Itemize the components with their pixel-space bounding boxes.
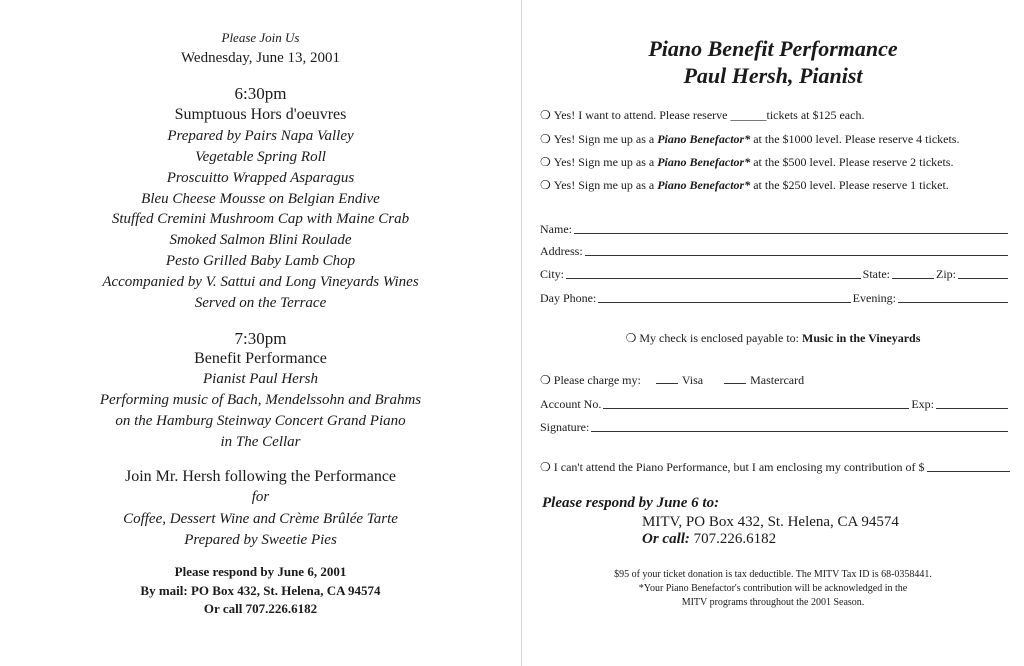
radio-circle-icon[interactable]: ❍ — [540, 373, 551, 387]
performance-line: in The Cellar — [220, 434, 301, 450]
menu-item: Smoked Salmon Blini Roulade — [169, 232, 352, 248]
invite-line: Please Join Us — [221, 30, 300, 45]
menu-item: Proscuitto Wrapped Asparagus — [166, 170, 355, 186]
charge-option[interactable]: ❍ Please charge my: Visa Mastercard — [540, 373, 805, 387]
state-input[interactable] — [892, 278, 934, 279]
day-phone-input[interactable] — [598, 302, 850, 303]
radio-circle-icon[interactable]: ❍ — [540, 460, 551, 474]
call-line: Or call: 707.226.6182 — [642, 531, 777, 547]
mastercard-blank[interactable] — [724, 383, 746, 384]
join-heading: Join Mr. Hersh following the Performance — [124, 468, 397, 485]
event-date: Wednesday, June 13, 2001 — [180, 50, 341, 66]
menu-item: Bleu Cheese Mousse on Belgian Endive — [141, 191, 380, 207]
benefactor-note: *Your Piano Benefactor's contribution will be acknowledged in the — [638, 583, 908, 594]
performance-line: Performing music of Bach, Mendelssohn and Brahms — [99, 392, 422, 408]
evening-phone-input[interactable] — [898, 302, 1008, 303]
option-benefactor-250[interactable]: ❍ Yes! Sign me up as a Piano Benefactor* at the $250 level. Please reserve 1 ticket. — [540, 178, 949, 192]
radio-circle-icon[interactable]: ❍ — [625, 331, 637, 345]
phone-field[interactable]: Day Phone: Evening: — [540, 290, 1010, 306]
respond-title: Please respond by June 6 to: — [542, 495, 720, 511]
dessert-by-line: Prepared by Sweetie Pies — [184, 532, 337, 548]
name-field[interactable]: Name: — [540, 221, 1010, 237]
contribution-input[interactable] — [927, 471, 1011, 472]
menu-item: Prepared by Pairs Napa Valley — [167, 128, 354, 144]
city-state-zip-field[interactable]: City: State: Zip: — [540, 266, 1010, 282]
radio-circle-icon[interactable]: ❍ — [540, 108, 551, 122]
performance-line: on the Hamburg Steinway Concert Grand Piano — [115, 413, 406, 429]
radio-circle-icon[interactable]: ❍ — [540, 132, 551, 146]
radio-circle-icon[interactable]: ❍ — [540, 178, 551, 192]
heading-hors-doeuvres: Sumptuous Hors d'oeuvres — [174, 106, 347, 123]
heading-benefit: Benefit Performance — [194, 350, 327, 367]
time-1: 6:30pm — [234, 84, 287, 103]
performance-line: Pianist Paul Hersh — [203, 371, 318, 387]
reply-form-panel — [522, 0, 1024, 666]
mail-line: By mail: PO Box 432, St. Helena, CA 94574 — [140, 583, 381, 598]
signature-field[interactable]: Signature: — [540, 419, 1010, 435]
menu-item: Accompanied by V. Sattui and Long Vineyards Wines — [102, 274, 419, 290]
option-benefactor-500[interactable]: ❍ Yes! Sign me up as a Piano Benefactor* at the $500 level. Please reserve 2 tickets. — [540, 155, 954, 169]
city-input[interactable] — [566, 278, 861, 279]
menu-item: Served on the Terrace — [194, 295, 327, 311]
contribution-option[interactable]: ❍ I can't attend the Piano Performance, but I am enclosing my contribution of $ — [540, 460, 1010, 475]
call-line: Or call 707.226.6182 — [203, 601, 318, 616]
form-title: Piano Benefit Performance — [648, 36, 898, 61]
menu-item: Stuffed Cremini Mushroom Cap with Maine Crab — [111, 211, 410, 227]
address-input[interactable] — [585, 255, 1008, 256]
option-benefactor-1000[interactable]: ❍ Yes! Sign me up as a Piano Benefactor* at the $1000 level. Please reserve 4 tickets. — [540, 132, 960, 146]
zip-input[interactable] — [958, 278, 1008, 279]
account-input[interactable] — [603, 408, 909, 409]
exp-input[interactable] — [936, 408, 1008, 409]
menu-item: Vegetable Spring Roll — [195, 149, 326, 165]
radio-circle-icon[interactable]: ❍ — [540, 155, 551, 169]
form-subtitle: Paul Hersh, Pianist — [683, 63, 863, 88]
option-attend[interactable]: ❍ Yes! I want to attend. Please reserve ______tickets at $125 each. — [540, 108, 865, 122]
benefactor-note-2: MITV programs throughout the 2001 Season. — [681, 597, 865, 608]
respond-line: Please respond by June 6, 2001 — [174, 564, 347, 579]
check-enclosed-option[interactable]: ❍ My check is enclosed payable to: Music in the Vineyards — [625, 331, 921, 345]
mailing-address: MITV, PO Box 432, St. Helena, CA 94574 — [642, 514, 899, 530]
account-field[interactable]: Account No. Exp: — [540, 396, 1010, 412]
address-field[interactable]: Address: — [540, 243, 1010, 259]
signature-input[interactable] — [591, 431, 1008, 432]
tax-note: $95 of your ticket donation is tax deductible. The MITV Tax ID is 68-0358441. — [614, 569, 932, 580]
dessert-line: Coffee, Dessert Wine and Crème Brûlée Tarte — [123, 511, 398, 527]
for-line: for — [251, 489, 270, 505]
time-2: 7:30pm — [234, 329, 287, 348]
name-input[interactable] — [574, 233, 1008, 234]
visa-blank[interactable] — [656, 383, 678, 384]
menu-item: Pesto Grilled Baby Lamb Chop — [165, 253, 356, 269]
